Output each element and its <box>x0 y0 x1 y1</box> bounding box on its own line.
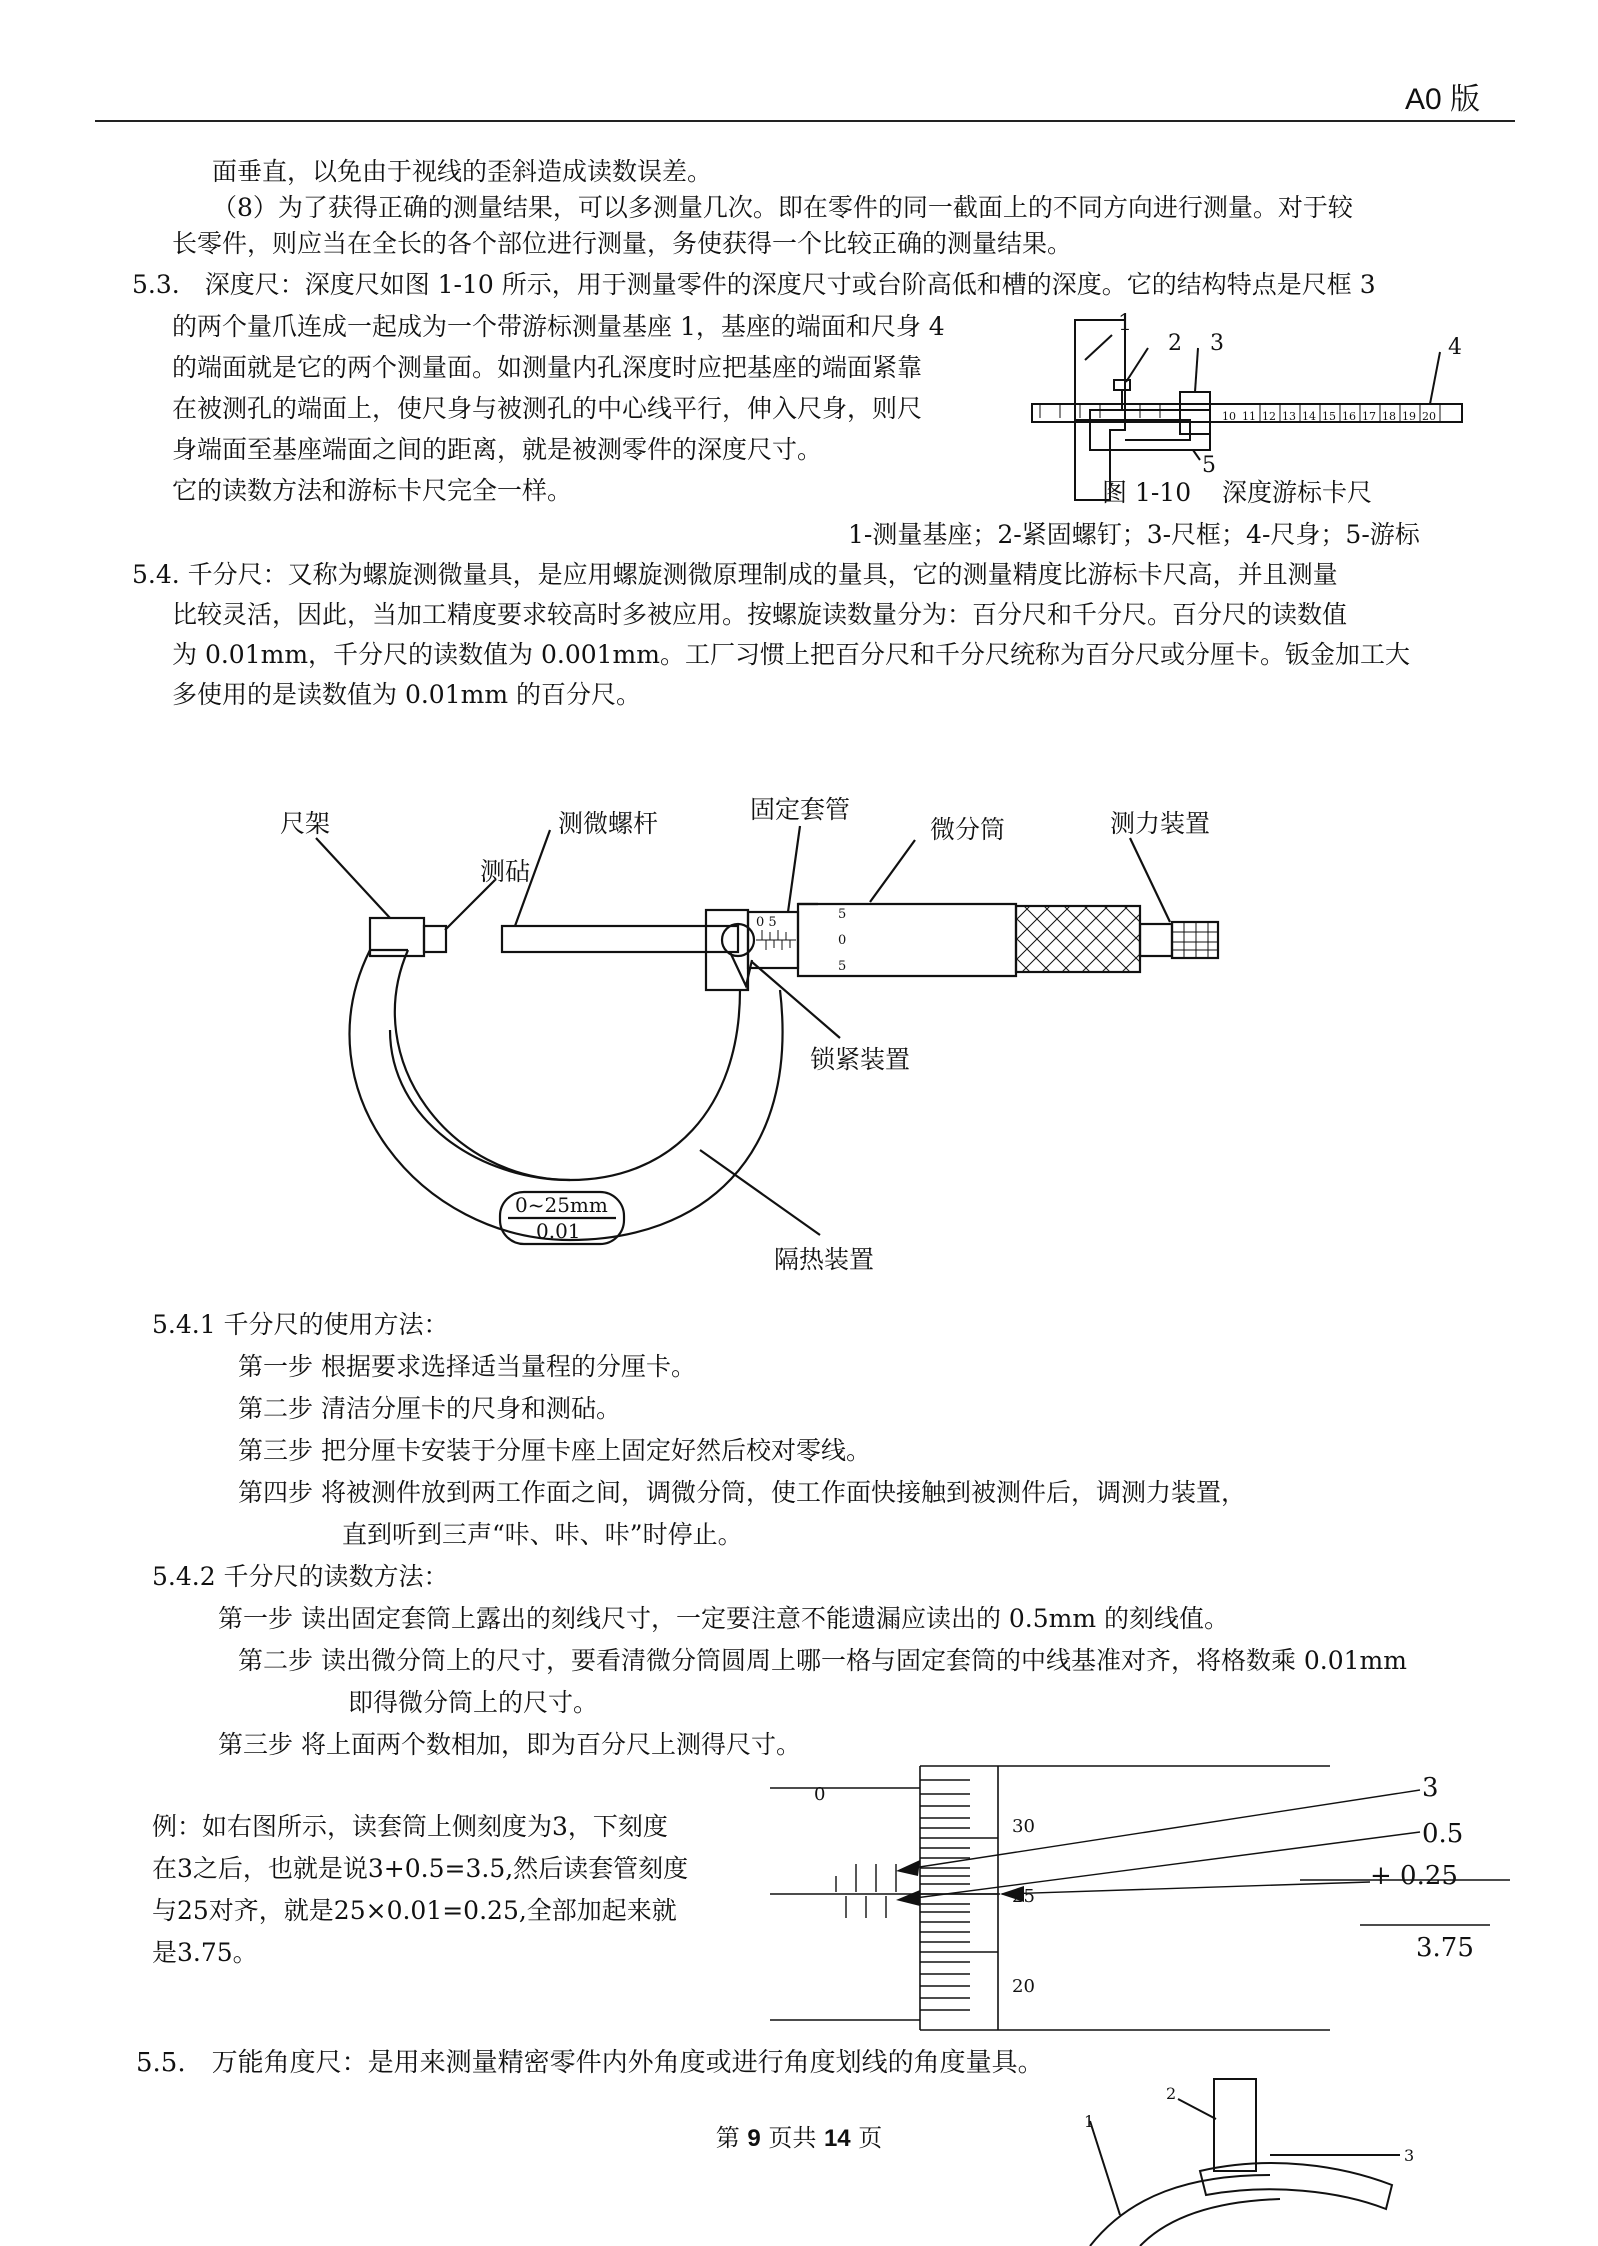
thimble-number: 5 <box>838 959 847 974</box>
label-spindle: 测微螺杆 <box>558 809 659 838</box>
label-insulation: 隔热装置 <box>774 1245 875 1274</box>
paragraph-line: （8）为了获得正确的测量结果，可以多测量几次。即在零件的同一截面上的不同方向进行测量。对于较 <box>212 193 1353 222</box>
figure-legend: 1-测量基座；2-紧固螺钉；3-尺框；4-尺身；5-游标 <box>848 520 1420 549</box>
example-line: 例：如右图所示，读套筒上侧刻度为3，下刻度 <box>152 1812 668 1841</box>
sleeve-zero-label: 0 <box>814 1784 826 1805</box>
example-line: 与25对齐，就是25×0.01=0.25,全部加起来就 <box>152 1896 677 1925</box>
ruler-number: 11 <box>1242 410 1256 423</box>
footer-pre: 第 <box>715 2124 748 2152</box>
ruler-number: 17 <box>1362 410 1376 423</box>
paragraph-line: 长零件，则应当在全长的各个部位进行测量，务使获得一个比较正确的测量结果。 <box>172 229 1073 258</box>
ruler-number: 14 <box>1302 410 1316 423</box>
label-anvil: 测砧 <box>480 857 531 886</box>
step-line: 直到听到三声“咔、咔、咔”时停止。 <box>342 1520 743 1549</box>
figure-title: 深度游标卡尺 <box>1222 478 1373 507</box>
page-footer <box>0 2118 1598 2153</box>
paragraph-line: 的端面就是它的两个测量面。如测量内孔深度时应把基座的端面紧靠 <box>172 353 923 382</box>
paragraph-line: 面垂直，以免由于视线的歪斜造成读数误差。 <box>212 157 713 186</box>
thimble-tick: 30 <box>1012 1816 1035 1837</box>
step-line: 第一步 根据要求选择适当量程的分厘卡。 <box>238 1352 696 1381</box>
step-line: 第三步 把分厘卡安装于分厘卡座上固定好然后校对零线。 <box>238 1436 871 1465</box>
label-sleeve: 固定套管 <box>750 795 851 824</box>
figure-label: 3 <box>1404 2146 1415 2165</box>
thimble-number: 0 <box>838 933 847 948</box>
section-5-3-heading: 5.3. 深度尺：深度尺如图 1-10 所示，用于测量零件的深度尺寸或台阶高低和槽的深度。它的结构特点是尺框 3 <box>132 270 1376 299</box>
figure-caption: 图 1-10 <box>1102 478 1192 507</box>
step-line: 即得微分筒上的尺寸。 <box>348 1688 599 1717</box>
sleeve-numbers: 0 5 <box>756 915 777 930</box>
label-thimble: 微分筒 <box>930 815 1006 844</box>
ruler-number: 16 <box>1342 410 1356 423</box>
section-5-4-heading: 5.4. 千分尺：又称为螺旋测微量具，是应用螺旋测微原理制成的量具，它的测量精度比游标卡尺高，并且测量 <box>132 560 1338 589</box>
example-line: 是3.75。 <box>152 1938 258 1967</box>
angle-gauge-figure <box>1070 2075 1450 2246</box>
paragraph-line: 在被测孔的端面上，使尺身与被测孔的中心线平行，伸入尺身，则尺 <box>172 394 923 423</box>
sum-term: 0.5 <box>1422 1819 1464 1849</box>
sum-term: + 0.25 <box>1370 1861 1458 1891</box>
footer-total: 14 <box>823 2125 851 2152</box>
section-5-5-heading: 5.5. 万能角度尺：是用来测量精密零件内外角度或进行角度划线的角度量具。 <box>136 2048 1044 2078</box>
label-frame: 尺架 <box>280 809 331 838</box>
figure-label: 1 <box>1084 2112 1095 2131</box>
label-ratchet: 测力装置 <box>1110 809 1211 838</box>
figure-label: 2 <box>1168 331 1182 356</box>
paragraph-line: 的两个量爪连成一起成为一个带游标测量基座 1，基座的端面和尺身 4 <box>172 312 945 341</box>
reading-example-figure <box>770 1760 1510 2040</box>
thimble-number: 5 <box>838 907 847 922</box>
footer-mid: 页共 <box>760 2124 824 2152</box>
ruler-number: 10 <box>1222 410 1236 423</box>
example-line: 在3之后，也就是说3+0.5=3.5,然后读套管刻度 <box>152 1854 689 1883</box>
version-label: A0 版 <box>1404 83 1480 116</box>
paragraph-line: 为 0.01mm，千分尺的读数值为 0.001mm。工厂习惯上把百分尺和千分尺统称为百分尺或分厘卡。钣金加工大 <box>172 640 1410 669</box>
figure-label: 3 <box>1210 331 1224 356</box>
thimble-tick: 25 <box>1012 1886 1035 1907</box>
step-line: 第一步 读出固定套筒上露出的刻线尺寸，一定要注意不能遗漏应读出的 0.5mm 的刻线值。 <box>218 1604 1230 1633</box>
figure-label: 2 <box>1166 2084 1177 2103</box>
ruler-number: 15 <box>1322 410 1336 423</box>
step-line: 第四步 将被测件放到两工作面之间，调微分筒，使工作面快接触到被测件后，调测力装置， <box>238 1478 1246 1507</box>
paragraph-line: 身端面至基座端面之间的距离，就是被测零件的深度尺寸。 <box>172 435 823 464</box>
paragraph-line: 它的读数方法和游标卡尺完全一样。 <box>172 476 573 505</box>
ruler-number: 12 <box>1262 410 1276 423</box>
ruler-number: 18 <box>1382 410 1396 423</box>
step-line: 第二步 读出微分筒上的尺寸，要看清微分筒圆周上哪一格与固定套筒的中线基准对齐，将格数乘 0.01mm <box>238 1646 1407 1675</box>
paragraph-line: 多使用的是读数值为 0.01mm 的百分尺。 <box>172 680 641 709</box>
figure-label: 4 <box>1448 335 1462 360</box>
sum-result: 3.75 <box>1416 1933 1474 1963</box>
micrometer-diagram <box>240 780 1290 1300</box>
footer-page: 9 <box>747 2125 761 2152</box>
section-5-4-2-title: 5.4.2 千分尺的读数方法： <box>152 1562 449 1591</box>
figure-label: 5 <box>1202 453 1216 478</box>
paragraph-line: 比较灵活，因此，当加工精度要求较高时多被应用。按螺旋读数量分为：百分尺和千分尺。百分尺的读数值 <box>172 600 1348 629</box>
header-rule <box>95 120 1515 122</box>
label-lock: 锁紧装置 <box>810 1045 911 1074</box>
ruler-number: 13 <box>1282 410 1296 423</box>
plate-range: 0~25mm <box>515 1193 608 1217</box>
section-5-4-1-title: 5.4.1 千分尺的使用方法： <box>152 1310 449 1339</box>
plate-resolution: 0.01 <box>536 1219 581 1243</box>
footer-post: 页 <box>850 2124 883 2152</box>
step-line: 第二步 清洁分厘卡的尺身和测砧。 <box>238 1394 621 1423</box>
step-line: 第三步 将上面两个数相加，即为百分尺上测得尺寸。 <box>218 1730 801 1759</box>
figure-label: 1 <box>1118 311 1132 336</box>
sum-term: 3 <box>1422 1773 1439 1803</box>
thimble-tick: 20 <box>1012 1976 1035 1997</box>
ruler-number: 19 <box>1402 410 1416 423</box>
ruler-number: 20 <box>1422 410 1436 423</box>
